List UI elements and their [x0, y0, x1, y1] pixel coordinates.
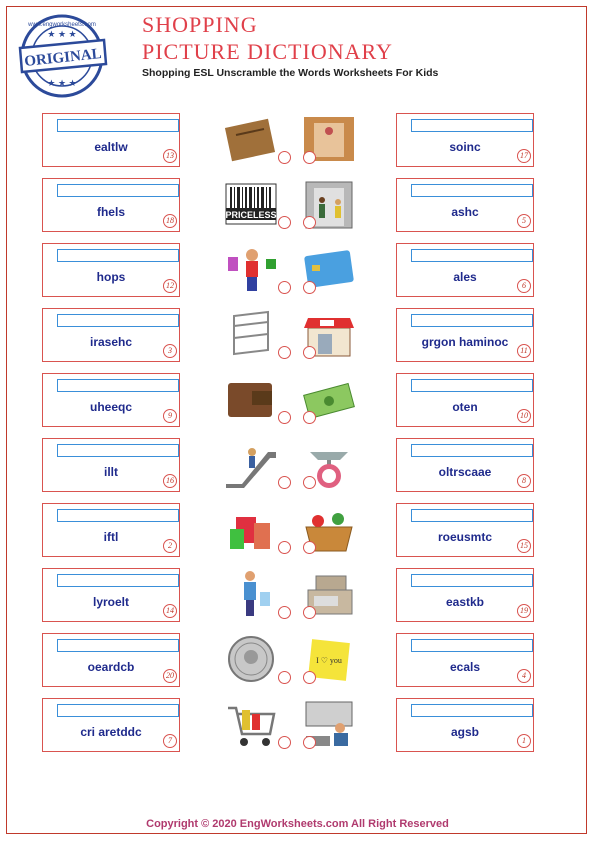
answer-field[interactable] [57, 119, 179, 132]
left-word-card [42, 178, 180, 232]
left-word-card [42, 633, 180, 687]
left-word-card [42, 308, 180, 362]
answer-number: 11 [517, 344, 531, 358]
answer-number: 20 [163, 669, 177, 683]
answer-circle[interactable] [303, 281, 316, 294]
coin-icon [222, 633, 280, 685]
answer-circle[interactable] [303, 736, 316, 749]
answer-field[interactable] [57, 314, 179, 327]
answer-number: 5 [517, 214, 531, 228]
scrambled-word: ealtlw [94, 140, 128, 154]
answer-field[interactable] [411, 444, 533, 457]
scrambled-word: irasehc [89, 335, 133, 349]
answer-circle[interactable] [303, 151, 316, 164]
answer-circle[interactable] [278, 346, 291, 359]
answer-circle[interactable] [278, 411, 291, 424]
answer-circle[interactable] [303, 671, 316, 684]
answer-number: 4 [517, 669, 531, 683]
answer-field[interactable] [411, 509, 533, 522]
scrambled-word: iftl [103, 530, 119, 544]
answer-circle[interactable] [278, 671, 291, 684]
answer-field[interactable] [57, 574, 179, 587]
scrambled-word: hops [96, 270, 126, 284]
left-word-card [42, 438, 180, 492]
scrambled-word: ashc [451, 205, 479, 219]
scrambled-word: illt [104, 465, 118, 479]
answer-field[interactable] [411, 704, 533, 717]
scrambled-word: agsb [450, 725, 479, 739]
title-line-2: PICTURE DICTIONARY [142, 39, 393, 64]
answer-number: 13 [163, 149, 177, 163]
answer-field[interactable] [411, 119, 533, 132]
answer-circle[interactable] [278, 281, 291, 294]
shop-assistant-icon [222, 243, 280, 295]
right-word-card [396, 243, 534, 297]
answer-number: 8 [517, 474, 531, 488]
left-word-card [42, 243, 180, 297]
right-word-card [396, 373, 534, 427]
scrambled-word: uheeqc [89, 400, 132, 414]
answer-circle[interactable] [303, 476, 316, 489]
scrambled-word: ecals [449, 660, 481, 674]
left-word-card [42, 503, 180, 557]
right-word-card [396, 568, 534, 622]
stamp-ring-label: www.engworksheets.com [28, 22, 96, 28]
answer-number: 19 [517, 604, 531, 618]
answer-circle[interactable] [303, 346, 316, 359]
right-word-card [396, 438, 534, 492]
right-word-card [396, 503, 534, 557]
scrambled-word: fhels [96, 205, 125, 219]
answer-circle[interactable] [303, 606, 316, 619]
answer-number: 10 [517, 409, 531, 423]
answer-circle[interactable] [278, 151, 291, 164]
answer-circle[interactable] [278, 216, 291, 229]
answer-field[interactable] [411, 574, 533, 587]
right-word-card [396, 633, 534, 687]
scrambled-word: soinc [449, 140, 481, 154]
answer-field[interactable] [57, 184, 179, 197]
stamp-label: ORIGINAL [23, 45, 103, 71]
scrambled-word: oltrscaae [438, 465, 492, 479]
answer-field[interactable] [411, 314, 533, 327]
scrambled-word: eastkb [445, 595, 485, 609]
right-word-card [396, 308, 534, 362]
answer-circle[interactable] [303, 216, 316, 229]
right-word-card [396, 698, 534, 752]
answer-number: 1 [517, 734, 531, 748]
answer-number: 16 [163, 474, 177, 488]
answer-number: 9 [163, 409, 177, 423]
barcode-icon [222, 178, 280, 230]
title-line-1: SHOPPING [142, 12, 258, 37]
answer-number: 6 [517, 279, 531, 293]
answer-circle[interactable] [278, 476, 291, 489]
answer-number: 3 [163, 344, 177, 358]
left-word-card [42, 698, 180, 752]
svg-text:★ ★ ★: ★ ★ ★ [47, 78, 77, 88]
answer-field[interactable] [57, 379, 179, 392]
left-word-card [42, 113, 180, 167]
answer-number: 2 [163, 539, 177, 553]
copyright-footer: Copyright © 2020 EngWorksheets.com All Right Reserved [146, 818, 449, 830]
answer-number: 17 [517, 149, 531, 163]
answer-number: 7 [163, 734, 177, 748]
answer-number: 14 [163, 604, 177, 618]
cheque-icon [222, 113, 280, 165]
answer-circle[interactable] [278, 541, 291, 554]
right-word-card [396, 178, 534, 232]
answer-number: 12 [163, 279, 177, 293]
answer-circle[interactable] [278, 736, 291, 749]
scrambled-word: grgon haminoc [421, 335, 509, 349]
answer-number: 15 [517, 539, 531, 553]
scrambled-word: oeardcb [87, 660, 135, 674]
answer-field[interactable] [57, 444, 179, 457]
note-label: I ♡ you [316, 656, 342, 665]
answer-circle[interactable] [278, 606, 291, 619]
answer-number: 18 [163, 214, 177, 228]
answer-field[interactable] [411, 249, 533, 262]
scrambled-word: roeusmtc [437, 530, 493, 544]
answer-field[interactable] [57, 639, 179, 652]
answer-circle[interactable] [303, 411, 316, 424]
scrambled-word: lyroelt [92, 595, 129, 609]
original-stamp-icon [14, 12, 110, 100]
left-word-card [42, 373, 180, 427]
left-word-card [42, 568, 180, 622]
shopping-bags-icon [222, 503, 280, 555]
subtitle: Shopping ESL Unscramble the Words Worksheets For Kids [142, 67, 439, 79]
answer-field[interactable] [411, 184, 533, 197]
shopper-woman-icon [222, 568, 280, 620]
scrambled-word: cri aretddc [80, 725, 142, 739]
answer-field[interactable] [411, 379, 533, 392]
svg-text:★ ★ ★: ★ ★ ★ [47, 29, 77, 39]
scrambled-word: ales [453, 270, 477, 284]
right-word-card [396, 113, 534, 167]
wallet-icon [222, 373, 280, 425]
answer-circle[interactable] [303, 541, 316, 554]
shelf-icon [222, 308, 280, 360]
escalator-icon [222, 438, 280, 490]
answer-field[interactable] [57, 249, 179, 262]
shopping-cart-icon [222, 698, 280, 750]
answer-field[interactable] [411, 639, 533, 652]
scrambled-word: oten [452, 400, 478, 414]
barcode-label: PRICELESS [225, 210, 277, 220]
answer-field[interactable] [57, 704, 179, 717]
answer-field[interactable] [57, 509, 179, 522]
